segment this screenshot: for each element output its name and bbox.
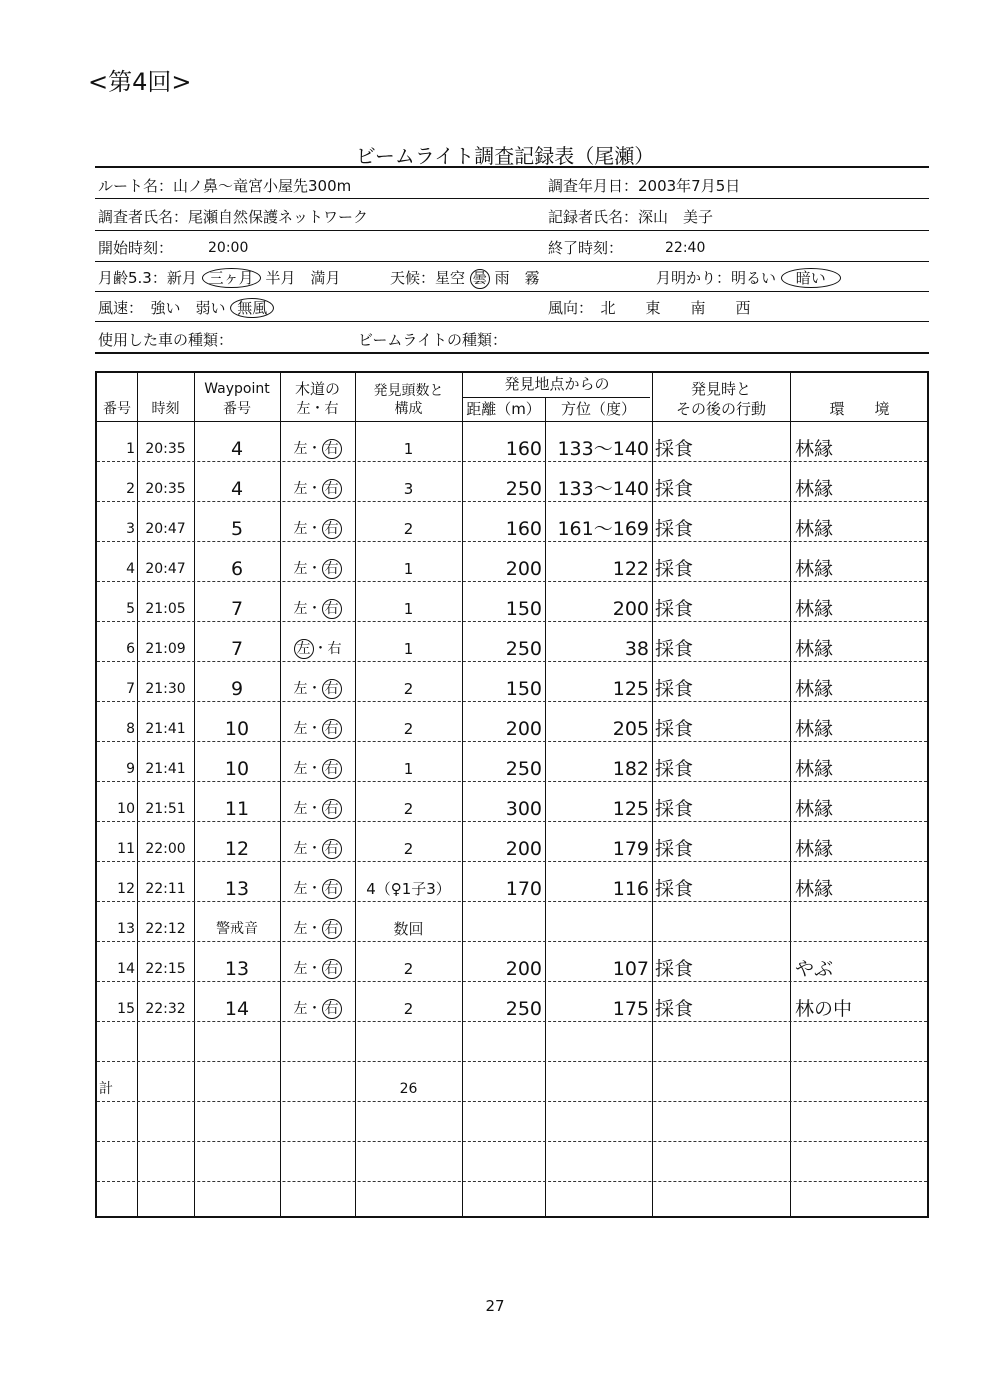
row-divider <box>97 1141 927 1142</box>
side-right: 右 <box>322 959 342 979</box>
cell-time: 22:11 <box>145 881 186 897</box>
cell-count: 3 <box>403 480 414 498</box>
cell-time: 22:32 <box>145 1001 186 1017</box>
car-type-field: 使用した車の種類： <box>98 331 234 349</box>
cell-bearing: 205 <box>612 718 649 740</box>
cell-dist: 200 <box>505 838 542 860</box>
cell-no: 2 <box>126 481 135 497</box>
cell-dist: 200 <box>505 718 542 740</box>
side-left: 左 <box>293 601 308 617</box>
side-separator: ・ <box>307 681 322 697</box>
cell-action: 採食 <box>655 598 694 620</box>
cell-side <box>280 421 355 461</box>
cell-no: 1 <box>126 441 135 457</box>
moon-phase-selected: 三ヶ月 <box>202 268 261 288</box>
wind-direction-field: 風向： 北 東 南 西 <box>548 299 751 317</box>
cell-no: 6 <box>126 641 135 657</box>
side-left: 左 <box>293 681 308 697</box>
side-right: 右 <box>322 919 342 939</box>
row-divider <box>97 1061 927 1062</box>
cell-wp: 14 <box>224 998 250 1020</box>
cell-bearing: 179 <box>612 838 649 860</box>
cell-wp: 5 <box>230 518 244 540</box>
side-separator: ・ <box>307 561 322 577</box>
cell-action: 採食 <box>655 798 694 820</box>
cell-time: 21:41 <box>145 721 186 737</box>
cell-time: 21:41 <box>145 761 186 777</box>
header-from-point: 発見地点からの <box>504 375 610 393</box>
page-number: 27 <box>485 1297 505 1315</box>
cell-count: 数回 <box>393 920 424 938</box>
cell-no: 5 <box>126 601 135 617</box>
cell-dist: 160 <box>505 518 542 540</box>
cell-bearing: 107 <box>612 958 649 980</box>
side-right: 右 <box>322 839 342 859</box>
cell-count: 2 <box>403 520 414 538</box>
cell-count: 1 <box>403 560 414 578</box>
side-separator: ・ <box>307 961 322 977</box>
cell-no: 4 <box>126 561 135 577</box>
cell-time: 22:15 <box>145 961 186 977</box>
cell-wp: 4 <box>230 438 244 460</box>
cell-action: 採食 <box>655 518 694 540</box>
cell-dist <box>462 901 542 941</box>
header-side: 左・右 <box>296 401 339 417</box>
cell-action: 採食 <box>655 558 694 580</box>
cell-count: 2 <box>403 840 414 858</box>
cell-wp: 警戒音 <box>216 921 258 937</box>
cell-count: 2 <box>403 680 414 698</box>
cell-side <box>280 701 355 741</box>
col-divider <box>652 373 653 1216</box>
divider <box>95 230 929 231</box>
cell-side <box>280 901 355 941</box>
cell-action: 採食 <box>655 878 694 900</box>
cell-wp: 9 <box>230 678 244 700</box>
cell-dist: 160 <box>505 438 542 460</box>
cell-dist: 200 <box>505 558 542 580</box>
divider <box>95 291 929 292</box>
side-separator: ・ <box>307 481 322 497</box>
weather-label: 天候：星空 <box>390 269 466 287</box>
side-right: 右 <box>322 999 342 1019</box>
header-environment: 環 境 <box>829 400 890 418</box>
cell-wp: 7 <box>230 638 244 660</box>
cell-bearing: 116 <box>612 878 649 900</box>
cell-action: 採食 <box>655 998 694 1020</box>
surveyor-field: 調査者氏名：尾瀬自然保護ネットワーク <box>98 208 369 226</box>
cell-no: 8 <box>126 721 135 737</box>
divider <box>95 261 929 262</box>
header-waypoint: Waypoint <box>204 381 270 397</box>
cell-action: 採食 <box>655 838 694 860</box>
cell-time: 22:12 <box>145 921 186 937</box>
cell-count: 2 <box>403 800 414 818</box>
cell-time: 21:09 <box>145 641 186 657</box>
cell-no: 13 <box>117 921 135 937</box>
cell-bearing: 133～140 <box>557 478 649 500</box>
cell-bearing: 125 <box>612 678 649 700</box>
col-divider <box>790 373 791 1216</box>
weather-field <box>390 268 540 289</box>
cell-dist: 200 <box>505 958 542 980</box>
side-right: 右 <box>322 439 342 459</box>
cell-env: 林縁 <box>795 718 834 740</box>
side-right: 右 <box>322 479 342 499</box>
cell-env: 林縁 <box>795 798 834 820</box>
cell-dist: 150 <box>505 678 542 700</box>
header-action: 発見時と <box>690 380 751 398</box>
cell-side <box>280 461 355 501</box>
cell-env: 林縁 <box>795 558 834 580</box>
side-left: 左 <box>293 561 308 577</box>
cell-env: 林の中 <box>795 998 853 1020</box>
cell-action: 採食 <box>655 638 694 660</box>
side-right: 右 <box>322 759 342 779</box>
header-boardwalk: 木道の <box>294 380 340 398</box>
cell-dist: 300 <box>505 798 542 820</box>
side-left: 左 <box>293 961 308 977</box>
cell-dist: 170 <box>505 878 542 900</box>
light-type-field: ビームライトの種類： <box>358 331 507 349</box>
moonlight-selected: 暗い <box>781 268 841 288</box>
cell-bearing: 161～169 <box>557 518 649 540</box>
moonlight-field <box>656 268 841 288</box>
cell-env: 林縁 <box>795 758 834 780</box>
cell-action <box>655 901 785 941</box>
cell-wp: 4 <box>230 478 244 500</box>
cell-time: 21:51 <box>145 801 186 817</box>
cell-side <box>280 541 355 581</box>
cell-action: 採食 <box>655 438 694 460</box>
cell-bearing: 38 <box>624 638 649 660</box>
session-label: <第4回> <box>88 68 192 96</box>
cell-count: 1 <box>403 600 414 618</box>
header-bearing: 方位（度） <box>560 400 636 418</box>
cell-wp: 12 <box>224 838 250 860</box>
cell-count: 2 <box>403 1000 414 1018</box>
side-separator: ・ <box>307 1001 322 1017</box>
survey-date-field: 調査年月日：2003年7月5日 <box>548 177 741 195</box>
cell-wp: 10 <box>224 758 250 780</box>
side-separator: ・ <box>307 601 322 617</box>
cell-side <box>280 661 355 701</box>
side-separator: ・ <box>307 761 322 777</box>
cell-dist: 250 <box>505 758 542 780</box>
cell-no: 11 <box>117 841 135 857</box>
side-left: 左 <box>293 721 308 737</box>
header-waypoint-no: 番号 <box>223 401 251 417</box>
end-time-value: 22:40 <box>665 240 706 256</box>
cell-bearing: 125 <box>612 798 649 820</box>
title-rule <box>95 166 929 168</box>
cell-env: やぶ <box>795 958 834 980</box>
side-right: 右 <box>322 679 342 699</box>
recorder-field: 記録者氏名：深山 美子 <box>548 208 714 226</box>
cell-no: 3 <box>126 521 135 537</box>
wind-field <box>98 298 274 318</box>
cell-count: 2 <box>403 960 414 978</box>
wind-selected: 無風 <box>230 298 274 318</box>
cell-action: 採食 <box>655 958 694 980</box>
side-right: 右 <box>322 719 342 739</box>
start-time-value: 20:00 <box>208 240 249 256</box>
cell-action: 採食 <box>655 678 694 700</box>
side-left: 左 <box>293 521 308 537</box>
side-left: 左 <box>293 881 308 897</box>
cell-wp: 6 <box>230 558 244 580</box>
weather-options: 雨 霧 <box>494 269 540 287</box>
cell-time: 21:05 <box>145 601 186 617</box>
end-time-label: 終了時刻： <box>548 239 624 257</box>
cell-side <box>280 861 355 901</box>
divider <box>95 352 929 354</box>
cell-env <box>795 901 925 941</box>
subheader-rule <box>462 397 650 398</box>
weather-selected: 曇 <box>470 269 490 289</box>
side-right: 右 <box>322 519 342 539</box>
cell-bearing: 122 <box>612 558 649 580</box>
cell-env: 林縁 <box>795 518 834 540</box>
row-divider <box>97 1101 927 1102</box>
side-left: 左 <box>293 1001 308 1017</box>
cell-dist: 150 <box>505 598 542 620</box>
cell-action: 採食 <box>655 478 694 500</box>
cell-side <box>280 581 355 621</box>
side-separator: ・ <box>307 841 322 857</box>
cell-wp: 13 <box>224 878 250 900</box>
cell-action: 採食 <box>655 718 694 740</box>
cell-side <box>280 821 355 861</box>
header-action-after: その後の行動 <box>675 400 766 418</box>
cell-wp: 11 <box>224 798 250 820</box>
cell-count: 2 <box>403 720 414 738</box>
page-title: ビームライト調査記録表（尾瀬） <box>355 144 655 168</box>
side-separator: ・ <box>307 721 322 737</box>
cell-time: 20:35 <box>145 481 186 497</box>
side-left: 左 <box>293 761 308 777</box>
cell-side <box>280 781 355 821</box>
header-composition: 構成 <box>394 401 423 417</box>
side-separator: ・ <box>307 921 322 937</box>
cell-env: 林縁 <box>795 878 834 900</box>
row-divider <box>97 1181 927 1182</box>
side-right: 右 <box>322 559 342 579</box>
side-left: 左 <box>294 639 314 659</box>
side-separator: ・ <box>307 441 322 457</box>
side-separator: ・ <box>313 641 328 657</box>
moon-phase-options: 半月 満月 <box>265 269 341 287</box>
cell-side <box>280 941 355 981</box>
side-right: 右 <box>322 879 342 899</box>
row-divider <box>97 1021 927 1022</box>
cell-bearing <box>545 901 649 941</box>
side-right: 右 <box>322 599 342 619</box>
total-count: 26 <box>399 1081 418 1097</box>
moon-phase-field <box>98 268 340 288</box>
cell-bearing: 200 <box>612 598 649 620</box>
cell-time: 20:47 <box>145 521 186 537</box>
side-separator: ・ <box>307 881 322 897</box>
survey-table <box>95 371 929 1218</box>
cell-wp: 13 <box>224 958 250 980</box>
moonlight-label: 月明かり：明るい <box>656 269 777 287</box>
side-right: 右 <box>322 799 342 819</box>
moon-phase-label: 月齢5.3：新月 <box>98 269 197 287</box>
cell-side <box>280 621 355 661</box>
divider <box>95 198 929 199</box>
header-no: 番号 <box>103 401 131 417</box>
cell-env: 林縁 <box>795 598 834 620</box>
divider <box>95 321 929 322</box>
side-left: 左 <box>293 441 308 457</box>
cell-action: 採食 <box>655 758 694 780</box>
cell-env: 林縁 <box>795 678 834 700</box>
cell-wp: 7 <box>230 598 244 620</box>
cell-env: 林縁 <box>795 638 834 660</box>
header-distance: 距離（m） <box>466 400 541 418</box>
cell-side <box>280 741 355 781</box>
cell-no: 12 <box>117 881 135 897</box>
cell-count: 1 <box>403 440 414 458</box>
cell-time: 20:35 <box>145 441 186 457</box>
wind-label: 風速： 強い 弱い <box>98 299 226 317</box>
cell-side <box>280 501 355 541</box>
start-time-label: 開始時刻： <box>98 239 174 257</box>
total-label: 計 <box>99 1081 113 1097</box>
header-count: 発見頭数と <box>373 383 444 399</box>
cell-wp: 10 <box>224 718 250 740</box>
side-left: 左 <box>293 801 308 817</box>
cell-no: 9 <box>126 761 135 777</box>
cell-time: 21:30 <box>145 681 186 697</box>
cell-time: 22:00 <box>145 841 186 857</box>
cell-env: 林縁 <box>795 478 834 500</box>
header-time: 時刻 <box>151 401 180 417</box>
cell-no: 14 <box>117 961 135 977</box>
side-separator: ・ <box>307 521 322 537</box>
cell-dist: 250 <box>505 478 542 500</box>
cell-time: 20:47 <box>145 561 186 577</box>
side-left: 左 <box>293 841 308 857</box>
cell-no: 10 <box>117 801 135 817</box>
cell-count: 4（♀1子3） <box>366 880 451 898</box>
route-field: ルート名：山ノ鼻～竜宮小屋先300m <box>98 177 352 195</box>
cell-bearing: 182 <box>612 758 649 780</box>
cell-bearing: 175 <box>612 998 649 1020</box>
side-left: 左 <box>293 481 308 497</box>
cell-env: 林縁 <box>795 838 834 860</box>
cell-count: 1 <box>403 640 414 658</box>
cell-no: 7 <box>126 681 135 697</box>
cell-env: 林縁 <box>795 438 834 460</box>
cell-bearing: 133～140 <box>557 438 649 460</box>
cell-no: 15 <box>117 1001 135 1017</box>
cell-dist: 250 <box>505 998 542 1020</box>
cell-dist: 250 <box>505 638 542 660</box>
cell-side <box>280 981 355 1021</box>
side-left: 左 <box>293 921 308 937</box>
side-separator: ・ <box>307 801 322 817</box>
side-right: 右 <box>327 641 342 657</box>
cell-count: 1 <box>403 760 414 778</box>
